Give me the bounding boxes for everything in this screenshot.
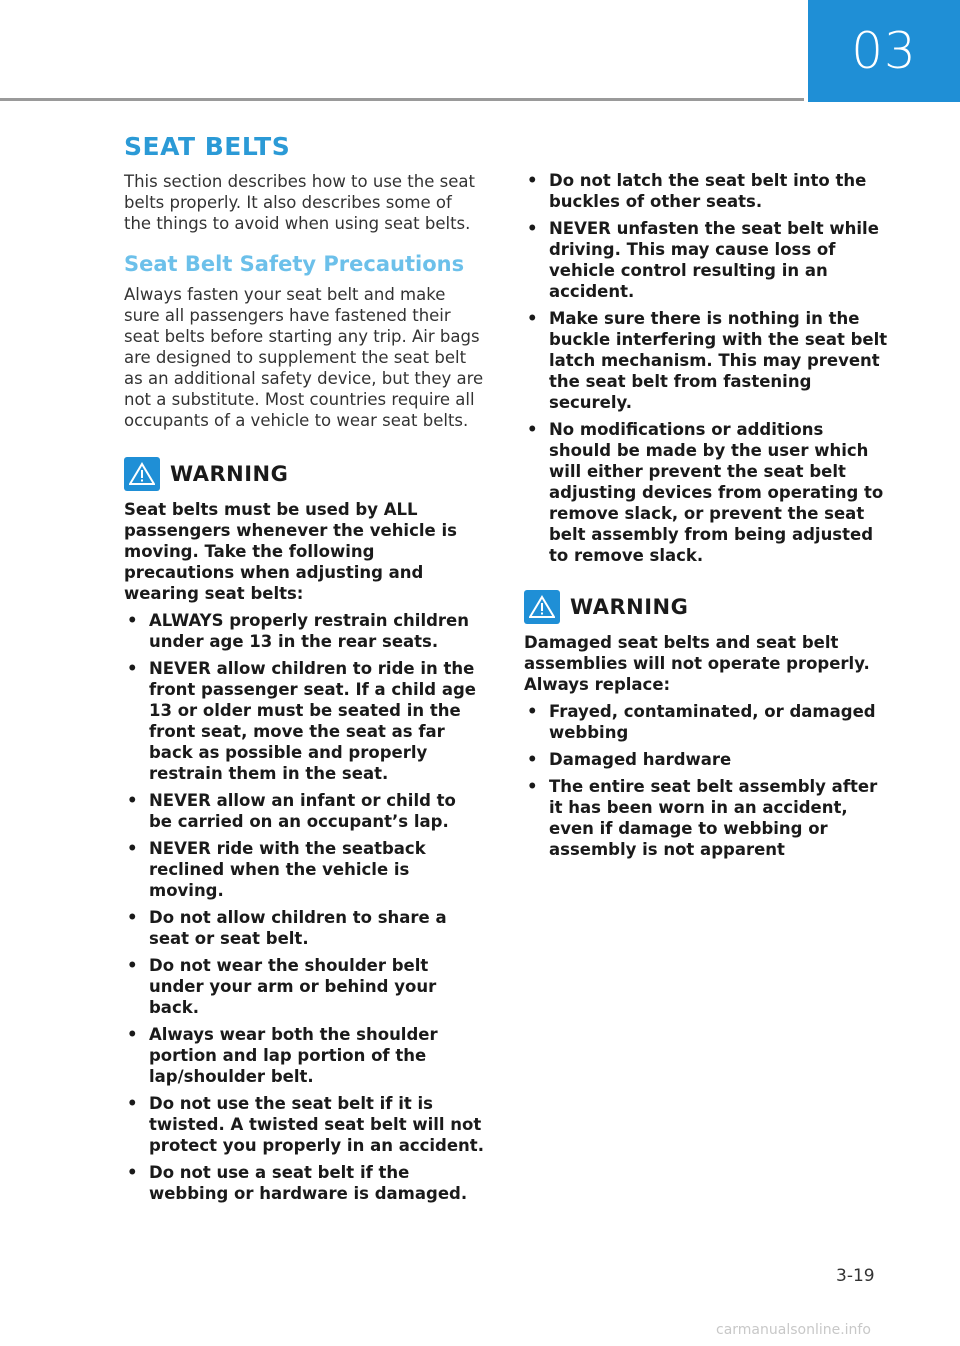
list-item: • Make sure there is nothing in the buckle interfering with the seat belt latch mechanism. This may prevent the seat belt from fastening securely. (524, 308, 888, 413)
replace-list (524, 701, 888, 860)
left-column (124, 132, 484, 1210)
list-item: • Do not latch the seat belt into the buckles of other seats. (524, 170, 888, 212)
watermark: carmanualsonline.info (716, 1322, 871, 1338)
list-item: • NEVER allow children to ride in the front passenger seat. If a child age 13 or older must be seated in the front seat, move the seat as far back as possible and properly restrain them in the seat. (124, 658, 484, 784)
list-item: • Do not use the seat belt if it is twisted. A twisted seat belt will not protect you properly in an accident. (124, 1093, 484, 1156)
precautions-body: Always fasten your seat belt and make sure all passengers have fastened their seat belts before starting any trip. Air bags are designed to supplement the seat belt as an additional safety device, but they are not a substitute. Most countries require all occupants of a vehicle to wear seat belts. (124, 285, 484, 430)
warning-list (124, 610, 484, 1204)
warning-header (524, 590, 888, 624)
list-item: • The entire seat belt assembly after it has been worn in an accident, even if damage to webbing or assembly is not apparent (524, 776, 888, 860)
list-item: • Always wear both the shoulder portion and lap portion of the lap/shoulder belt. (124, 1024, 484, 1087)
warning-list-continued (524, 170, 888, 566)
warning-label: WARNING (170, 462, 289, 486)
list-item: • NEVER ride with the seatback reclined when the vehicle is moving. (124, 838, 484, 901)
section-title: SEAT BELTS (124, 132, 291, 161)
list-item: • Damaged hardware (524, 749, 888, 770)
list-item: • NEVER allow an infant or child to be carried on an occupant’s lap. (124, 790, 484, 832)
list-item: • Do not allow children to share a seat or seat belt. (124, 907, 484, 949)
list-item: • Do not use a seat belt if the webbing or hardware is damaged. (124, 1162, 484, 1204)
right-column (524, 170, 888, 866)
warning-intro: Seat belts must be used by ALL passengers whenever the vehicle is moving. Take the following precautions when adjusting and wearing seat belts: (124, 500, 457, 603)
list-item: • Frayed, contaminated, or damaged webbing (524, 701, 888, 743)
section-intro: This section describes how to use the seat belts properly. It also describes some of the things to avoid when using seat belts. (124, 172, 475, 233)
warning-label: WARNING (570, 595, 689, 619)
warning-intro: Damaged seat belts and seat belt assemblies will not operate properly. Always replace: (524, 633, 870, 694)
list-item: • NEVER unfasten the seat belt while driving. This may cause loss of vehicle control resulting in an accident. (524, 218, 888, 302)
warning-triangle-icon (124, 457, 160, 491)
chapter-tab: 03 (808, 0, 960, 102)
list-item: • No modifications or additions should be made by the user which will either prevent the seat belt adjusting devices from operating to remove slack, or prevent the seat belt assembly from being adjusted to remove slack. (524, 419, 888, 566)
list-item: • ALWAYS properly restrain children under age 13 in the rear seats. (124, 610, 484, 652)
list-item: • Do not wear the shoulder belt under your arm or behind your back. (124, 955, 484, 1018)
warning-triangle-icon (524, 590, 560, 624)
precautions-title: Seat Belt Safety Precautions (124, 252, 465, 276)
header-rule (0, 98, 804, 101)
warning-header (124, 457, 484, 491)
page-number: 3-19 (836, 1266, 875, 1286)
